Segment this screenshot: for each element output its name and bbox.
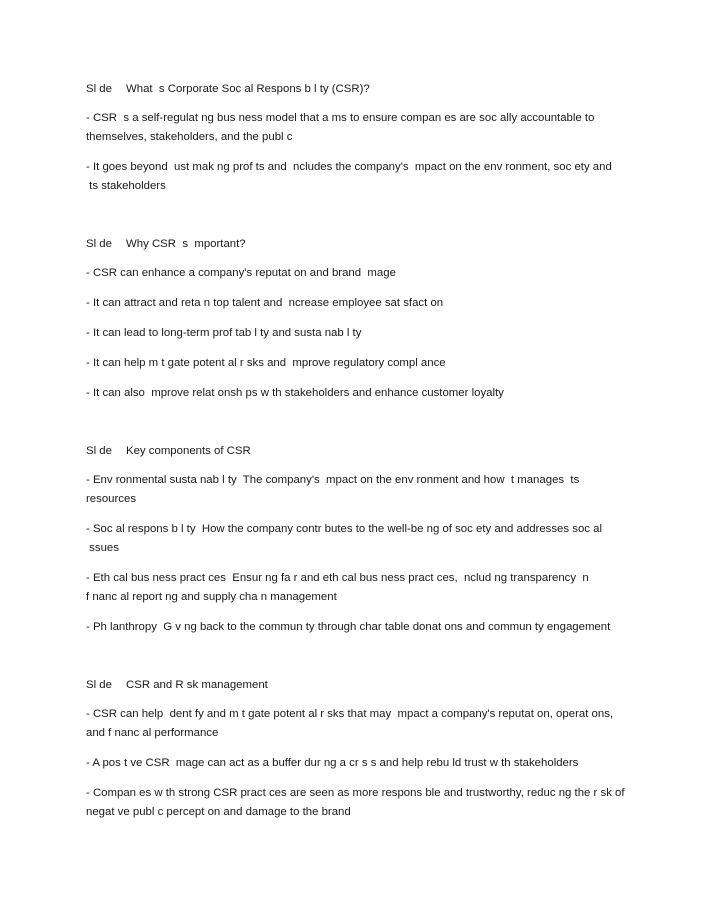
document-body — [86, 80, 646, 861]
bullet-point: - It can attract and reta n top talent and ncrease employee sat sfact on — [86, 297, 444, 309]
slide-title: Key components of CSR — [126, 445, 251, 457]
slide-heading — [86, 442, 646, 461]
bullet-point: - CSR s a self-regulat ng bus ness model that a ms to ensure compan es are soc ally accountable to themselves, stakeholders, and the publ c — [86, 112, 595, 143]
slide-section — [86, 80, 646, 196]
bullet-point: - It goes beyond ust mak ng prof ts and ncludes the company's mpact on the env ronment, soc ety and ts stakeholders — [86, 161, 612, 192]
slide-title: What s Corporate Soc al Respons b l ty (CSR)? — [126, 83, 370, 95]
slide-label: Sl de — [86, 238, 112, 250]
bullet-point: - A pos t ve CSR mage can act as a buffer dur ng a cr s s and help rebu ld trust w th stakeholders — [86, 757, 579, 769]
slide-heading — [86, 235, 646, 254]
slide-section — [86, 676, 646, 822]
bullet-point: - It can also mprove relat onsh ps w th stakeholders and enhance customer loyalty — [86, 387, 504, 399]
slide-section — [86, 235, 646, 403]
bullet-point: - Env ronmental susta nab l ty The company's mpact on the env ronment and how t manages ts resources — [86, 474, 580, 505]
slide-label: Sl de — [86, 679, 112, 691]
bullet-point: - It can help m t gate potent al r sks and mprove regulatory compl ance — [86, 357, 446, 369]
slide-label: Sl de — [86, 445, 112, 457]
slide-title: CSR and R sk management — [126, 679, 268, 691]
bullet-point: - Soc al respons b l ty How the company contr butes to the well-be ng of soc ety and addresses soc al ssues — [86, 523, 603, 554]
slide-label: Sl de — [86, 83, 112, 95]
bullet-point: - CSR can enhance a company's reputat on and brand mage — [86, 267, 396, 279]
slide-heading — [86, 676, 646, 695]
bullet-point: - Ph lanthropy G v ng back to the commun ty through char table donat ons and commun ty engagement — [86, 621, 611, 633]
slide-heading — [86, 80, 646, 99]
bullet-point: - CSR can help dent fy and m t gate potent al r sks that may mpact a company's reputat on, operat ons, and f nanc al performance — [86, 708, 614, 739]
bullet-point: - It can lead to long-term prof tab l ty and susta nab l ty — [86, 327, 362, 339]
slide-title: Why CSR s mportant? — [126, 238, 246, 250]
slide-section — [86, 442, 646, 637]
bullet-point: - Compan es w th strong CSR pract ces are seen as more respons ble and trustworthy, reduc ng the r sk of negat ve publ c percept on and damage to the brand — [86, 787, 625, 818]
bullet-point: - Eth cal bus ness pract ces Ensur ng fa r and eth cal bus ness pract ces, nclud ng transparency n f nanc al report ng and supply cha n management — [86, 572, 589, 603]
